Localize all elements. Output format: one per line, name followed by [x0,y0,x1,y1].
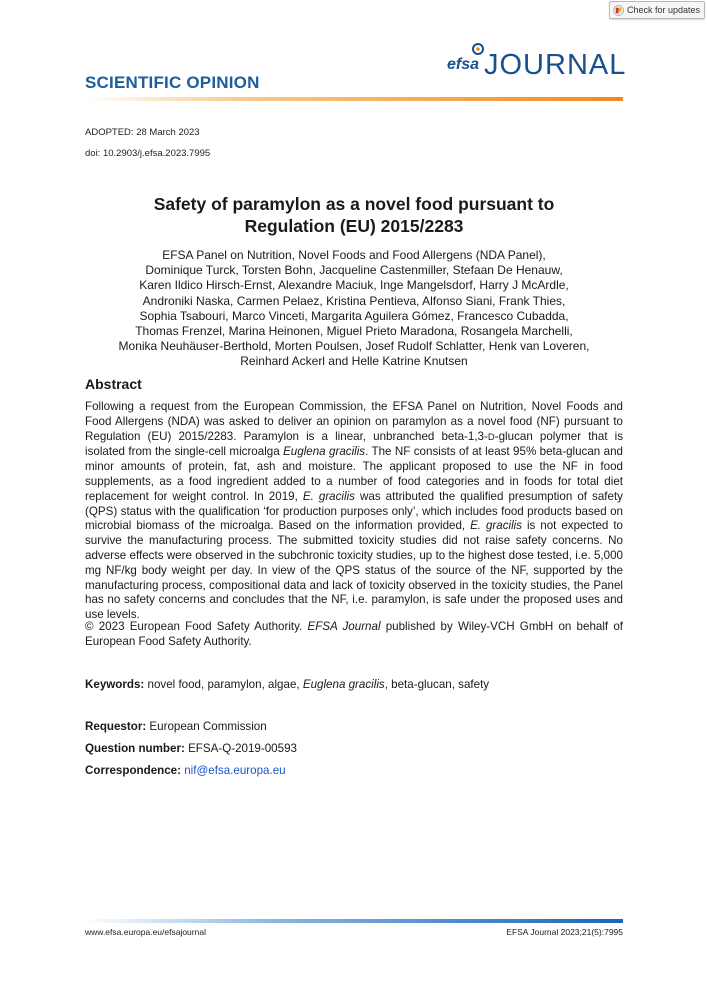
author-line: Monika Neuhäuser-Berthold, Morten Poulsen, Josef Rudolf Schlatter, Henk van Loveren, [118,339,590,354]
keywords [85,678,489,691]
abstract-part: was attributed the qualified presumption of safety (QPS) status with the qualification ‘for production purposes only’, which includes food products based on microbial biomass of the microalga. Based on the information provided, [85,489,623,533]
abstract-text [85,400,623,623]
efsa-swirl-icon [471,42,485,56]
keywords-species: Euglena gracilis [302,678,385,691]
keywords-part: novel food, paramylon, algae, [144,678,303,691]
correspondence-email-link[interactable]: nif@efsa.europa.eu [184,764,286,777]
question-number-value: EFSA-Q-2019-00593 [184,742,297,755]
author-line: Sophia Tsabouri, Marco Vinceti, Margarita Aguilera Gómez, Francesco Cubadda, [139,308,569,323]
author-line: Karen Ildico Hirsch-Ernst, Alexandre Maciuk, Inge Mangelsdorf, Harry J McArdle, [139,278,569,293]
abstract-d-glucan-prefix: D [487,431,495,443]
check-for-updates-label: Check for updates [626,5,700,15]
author-list [85,248,623,370]
author-line: EFSA Panel on Nutrition, Novel Foods and Food Allergens (NDA Panel), [162,248,546,262]
logo-efsa-text: efsa [447,56,480,73]
correspondence [85,764,286,777]
crossmark-icon [613,5,624,16]
copyright-part: © 2023 European Food Safety Authority. [85,620,308,633]
requestor-label: Requestor: [85,720,147,733]
abstract-part: . The NF consists of at least 95% beta-glucan and minor amounts of protein, fat, ash and moisture. The applicant proposed to use the NF in food supplements, as a food ingredient added to a number of food categories and in foods for total diet replacement for weight control. In 2019, [85,445,623,503]
title-line-2: Regulation (EU) 2015/2283 [244,216,464,236]
abstract-heading: Abstract [85,376,142,392]
requestor-value: European Commission [146,720,267,733]
keywords-part: , beta-glucan, safety [384,678,490,691]
author-line: Dominique Turck, Torsten Bohn, Jacqueline Castenmiller, Stefaan De Henauw, [145,263,563,278]
efsa-journal-logo [441,42,626,87]
footer-citation: EFSA Journal 2023;21(5):7995 [506,927,623,937]
requestor [85,720,267,733]
question-number-label: Question number: [85,742,185,755]
question-number [85,742,297,755]
author-line: Thomas Frenzel, Marina Heinonen, Miguel Prieto Maradona, Rosangela Marchelli, [135,324,573,339]
species-name: Euglena gracilis [283,445,366,459]
abstract-part: -glucan polymer that is isolated from the single-cell microalga [85,429,624,459]
check-for-updates-button[interactable] [609,1,705,19]
title-line-1: Safety of paramylon as a novel food pursuant to [153,194,555,214]
footer-website-link[interactable]: www.efsa.europa.eu/efsajournal [85,927,206,937]
keywords-label: Keywords: [85,678,145,691]
copyright-part: published by Wiley-VCH GmbH on behalf of European Food Safety Authority. [85,620,623,648]
header-divider [85,97,623,101]
author-line: Androniki Naska, Carmen Pelaez, Kristina Pentieva, Alfonso Siani, Frank Thies, [142,293,566,308]
author-line: Reinhard Ackerl and Helle Katrine Knutsen [240,354,468,369]
abstract-part: is not expected to survive the manufacturing process. The submitted toxicity studies did not raise safety concerns. No adverse effects were observed in the subchronic toxicity studies, up to the highest dose tested, i.e. 5,000 mg NF/kg body weight per day. In view of the QPS status of the source of the NF, supported by the manufacturing process, compositional data and lack of toxicity observed in the toxicity studies, the Panel has no safety concerns and concludes that the NF, i.e. paramylon, is safe under the proposed uses and use levels. [85,519,623,622]
adopted-date: ADOPTED: 28 March 2023 [85,127,200,138]
copyright-notice [85,620,623,650]
species-name: E. gracilis [302,489,355,503]
doi: doi: 10.2903/j.efsa.2023.7995 [85,148,211,159]
article-title [85,193,623,237]
correspondence-label: Correspondence: [85,764,181,777]
footer-divider [85,919,623,923]
species-name: E. gracilis [470,519,523,533]
logo-journal-text: JOURNAL [484,49,627,81]
abstract-part: Following a request from the European Commission, the EFSA Panel on Nutrition, Novel Foods and Food Allergens (NDA) was asked to deliver an opinion on paramylon as a novel food (NF) pursuant to Regulation (EU) 2015/2283. Paramylon is a linear, unbranched beta-1,3- [85,400,623,443]
section-label: SCIENTIFIC OPINION [85,73,260,92]
journal-name: EFSA Journal [307,620,381,633]
